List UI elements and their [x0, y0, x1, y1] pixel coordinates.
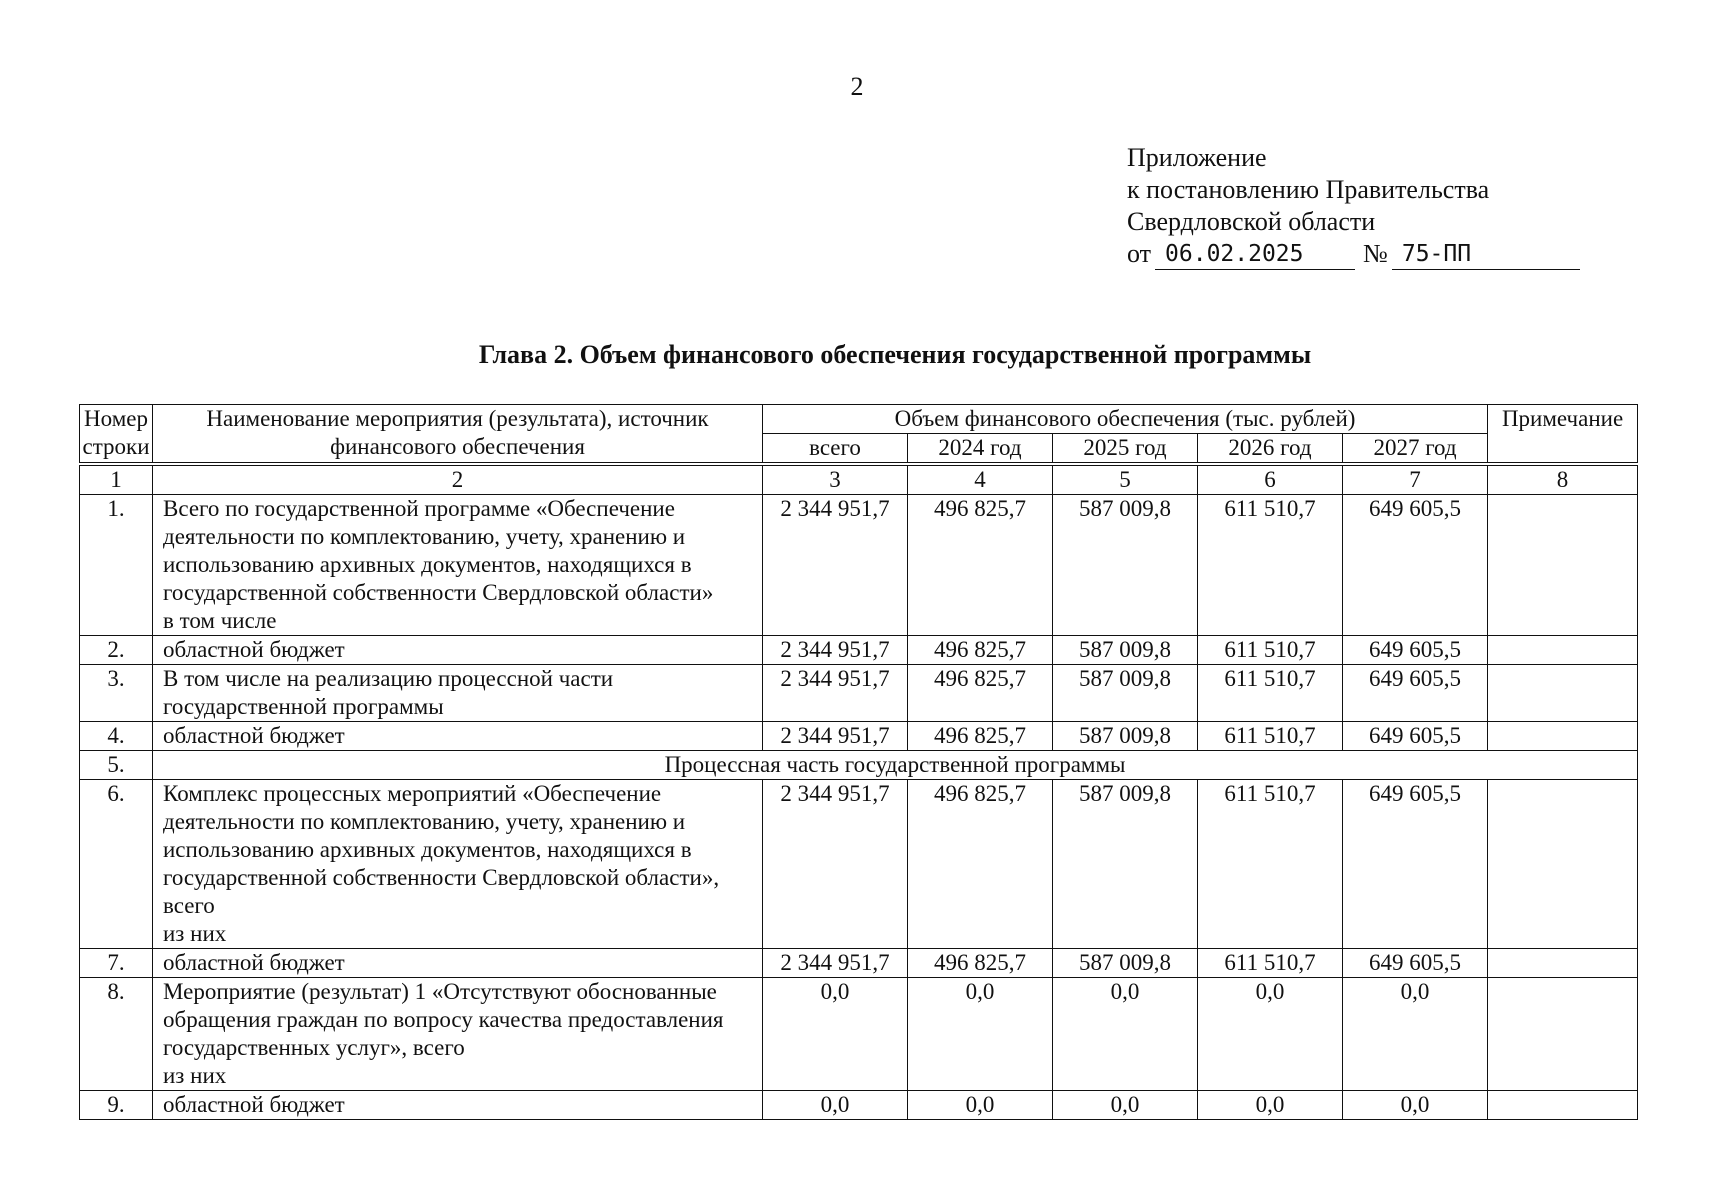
- year-2027-cell: 649 605,5: [1343, 780, 1488, 949]
- year-2024-cell: 0,0: [908, 1091, 1053, 1120]
- table-row: [80, 1091, 1638, 1120]
- year-2025-cell: 587 009,8: [1053, 495, 1198, 636]
- total-cell: 0,0: [763, 978, 908, 1091]
- row-name-text: областной бюджет: [163, 637, 345, 662]
- year-2027-cell: 649 605,5: [1343, 722, 1488, 751]
- chapter-title: Глава 2. Объем финансового обеспечения государственной программы: [478, 340, 1312, 369]
- table-row: [80, 636, 1638, 665]
- note-cell: [1488, 665, 1638, 722]
- row-name-text: областной бюджет: [163, 1092, 345, 1117]
- table-header: [80, 405, 1638, 463]
- appendix-line-1: Приложение: [1127, 143, 1267, 172]
- year-2025-cell: 0,0: [1053, 1091, 1198, 1120]
- table-row: [80, 722, 1638, 751]
- header-note: Примечание: [1488, 405, 1638, 463]
- row-name-text: В том числе на реализацию процессной части государственной программы: [163, 666, 614, 719]
- year-2026-cell: 611 510,7: [1198, 636, 1343, 665]
- year-2027-cell: 0,0: [1343, 1091, 1488, 1120]
- row-number-cell: 9.: [80, 1091, 153, 1120]
- column-index: 7: [1343, 466, 1488, 495]
- total-cell: 2 344 951,7: [763, 495, 908, 636]
- column-index: 1: [80, 466, 153, 495]
- total-cell: 2 344 951,7: [763, 949, 908, 978]
- header-row-number: Номер строки: [80, 405, 153, 463]
- table-row: [80, 751, 1638, 780]
- table-row: [80, 780, 1638, 949]
- note-cell: [1488, 949, 1638, 978]
- row-number-cell: 2.: [80, 636, 153, 665]
- year-2024-cell: 496 825,7: [908, 722, 1053, 751]
- year-2025-cell: 587 009,8: [1053, 949, 1198, 978]
- table-row: [80, 978, 1638, 1091]
- year-2024-cell: 496 825,7: [908, 636, 1053, 665]
- year-2027-cell: 649 605,5: [1343, 495, 1488, 636]
- column-index: 5: [1053, 466, 1198, 495]
- date-prefix: от: [1127, 239, 1152, 268]
- row-name-cell: [153, 665, 763, 722]
- row-name-cell: [153, 636, 763, 665]
- row-name-cell: [153, 949, 763, 978]
- row-name-cell: [153, 722, 763, 751]
- year-2027-cell: 649 605,5: [1343, 949, 1488, 978]
- table-row: [80, 949, 1638, 978]
- year-2026-cell: 611 510,7: [1198, 780, 1343, 949]
- section-title-cell: Процессная часть государственной программы: [153, 751, 1638, 780]
- year-2024-cell: 0,0: [908, 978, 1053, 1091]
- row-name-text: Мероприятие (результат) 1 «Отсутствуют обоснованные обращения граждан по вопросу качества предоставления государственных услуг», всего: [163, 979, 724, 1060]
- year-2026-cell: 0,0: [1198, 1091, 1343, 1120]
- header-2027: 2027 год: [1343, 434, 1488, 463]
- row-number-cell: 1.: [80, 495, 153, 636]
- year-2027-cell: 0,0: [1343, 978, 1488, 1091]
- total-cell: 0,0: [763, 1091, 908, 1120]
- table-row: [80, 665, 1638, 722]
- row-name-text: Всего по государственной программе «Обеспечение деятельности по комплектованию, учету, хранению и использованию архивных документов, находящихся в государственной собственности Свердловской области»: [163, 496, 714, 605]
- note-cell: [1488, 780, 1638, 949]
- year-2025-cell: 0,0: [1053, 978, 1198, 1091]
- table-body: [80, 463, 1638, 1120]
- row-name-text: областной бюджет: [163, 950, 345, 975]
- year-2025-cell: 587 009,8: [1053, 780, 1198, 949]
- row-name-extra: в том числе: [163, 608, 277, 633]
- year-2025-cell: 587 009,8: [1053, 665, 1198, 722]
- year-2026-cell: 611 510,7: [1198, 495, 1343, 636]
- row-number-cell: 4.: [80, 722, 153, 751]
- year-2024-cell: 496 825,7: [908, 495, 1053, 636]
- financing-table: [79, 404, 1638, 1120]
- appendix-line-2: к постановлению Правительства: [1127, 175, 1490, 204]
- total-cell: 2 344 951,7: [763, 665, 908, 722]
- row-name-cell: [153, 978, 763, 1091]
- row-number-cell: 3.: [80, 665, 153, 722]
- number-prefix: №: [1363, 239, 1388, 268]
- row-number-cell: 6.: [80, 780, 153, 949]
- header-total: всего: [763, 434, 908, 463]
- column-index: 3: [763, 466, 908, 495]
- year-2025-cell: 587 009,8: [1053, 636, 1198, 665]
- note-cell: [1488, 1091, 1638, 1120]
- note-cell: [1488, 722, 1638, 751]
- column-index: 4: [908, 466, 1053, 495]
- year-2027-cell: 649 605,5: [1343, 636, 1488, 665]
- column-index: 6: [1198, 466, 1343, 495]
- total-cell: 2 344 951,7: [763, 722, 908, 751]
- appendix-date-line: [1127, 238, 1580, 270]
- row-number-cell: 7.: [80, 949, 153, 978]
- appendix-block: [1127, 142, 1580, 270]
- page-number: 2: [850, 72, 864, 101]
- header-2024: 2024 год: [908, 434, 1053, 463]
- year-2026-cell: 611 510,7: [1198, 949, 1343, 978]
- year-2026-cell: 611 510,7: [1198, 722, 1343, 751]
- total-cell: 2 344 951,7: [763, 780, 908, 949]
- note-cell: [1488, 636, 1638, 665]
- total-cell: 2 344 951,7: [763, 636, 908, 665]
- note-cell: [1488, 978, 1638, 1091]
- row-number-cell: 8.: [80, 978, 153, 1091]
- row-name-cell: [153, 780, 763, 949]
- number-field: 75-ПП: [1392, 240, 1580, 270]
- row-name-text: областной бюджет: [163, 723, 345, 748]
- date-field: 06.02.2025: [1155, 240, 1355, 270]
- row-name-text: Комплекс процессных мероприятий «Обеспечение деятельности по комплектованию, учету, хранению и использованию архивных документов, находящихся в государственной собственности Свердловской области», всего: [163, 781, 720, 918]
- column-index-row: [80, 466, 1638, 495]
- row-name-extra: из них: [163, 921, 227, 946]
- year-2024-cell: 496 825,7: [908, 780, 1053, 949]
- appendix-line-3: Свердловской области: [1127, 207, 1376, 236]
- header-name: Наименование мероприятия (результата), источник финансового обеспечения: [153, 405, 763, 463]
- header-volume-group: Объем финансового обеспечения (тыс. рублей): [763, 405, 1488, 434]
- table-row: [80, 495, 1638, 636]
- year-2024-cell: 496 825,7: [908, 949, 1053, 978]
- year-2026-cell: 611 510,7: [1198, 665, 1343, 722]
- header-2025: 2025 год: [1053, 434, 1198, 463]
- year-2025-cell: 587 009,8: [1053, 722, 1198, 751]
- row-name-extra: из них: [163, 1063, 227, 1088]
- row-name-cell: [153, 495, 763, 636]
- year-2027-cell: 649 605,5: [1343, 665, 1488, 722]
- column-index: 2: [153, 466, 763, 495]
- year-2024-cell: 496 825,7: [908, 665, 1053, 722]
- row-number-cell: 5.: [80, 751, 153, 780]
- row-name-cell: [153, 1091, 763, 1120]
- column-index: 8: [1488, 466, 1638, 495]
- year-2026-cell: 0,0: [1198, 978, 1343, 1091]
- header-2026: 2026 год: [1198, 434, 1343, 463]
- note-cell: [1488, 495, 1638, 636]
